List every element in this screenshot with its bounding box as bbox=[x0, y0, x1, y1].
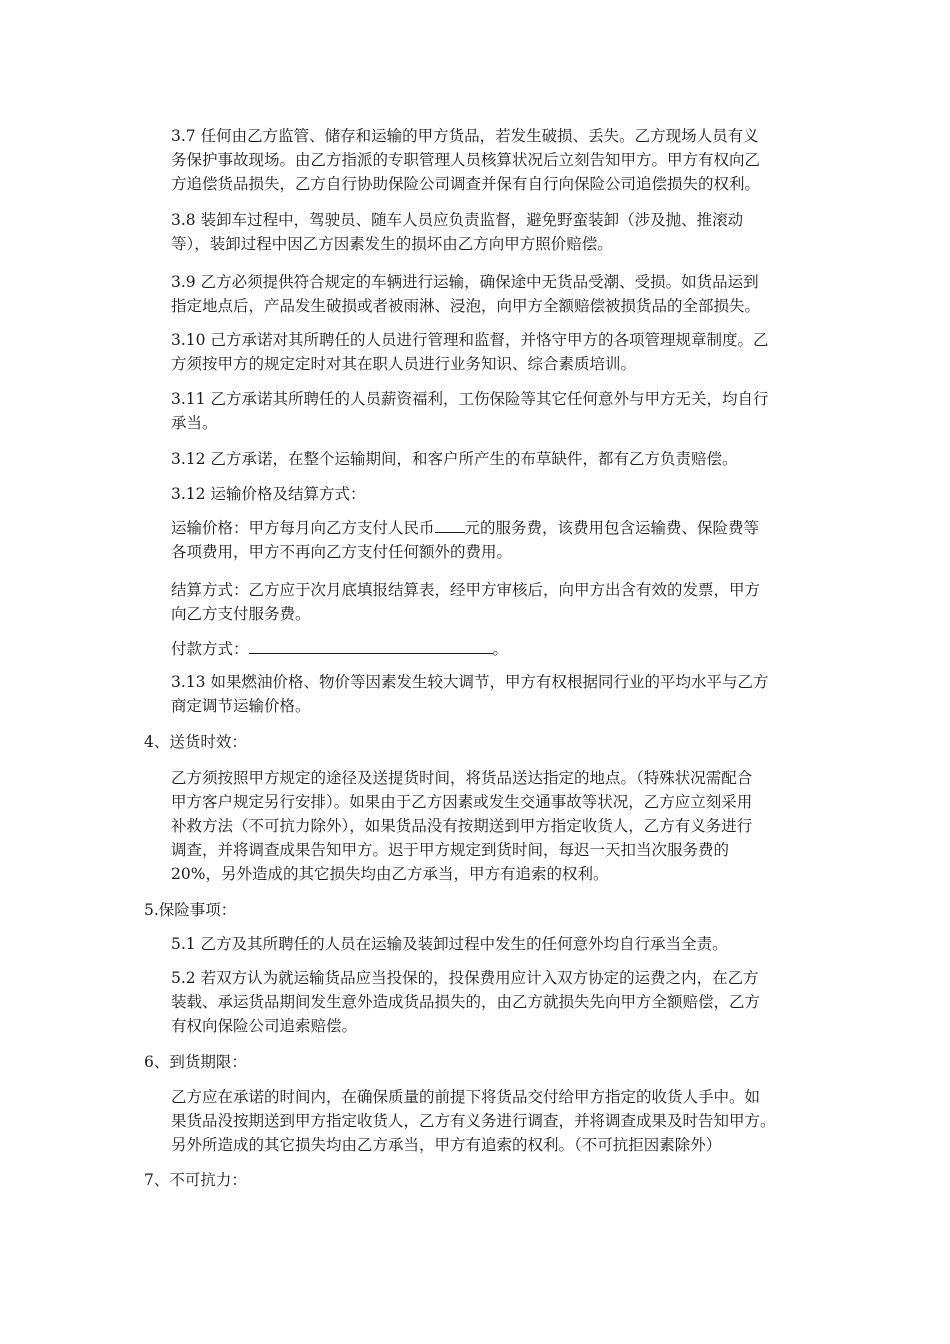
clause-3-10-line-1: 3.10 己方承诺对其所聘任的人员进行管理和监督，并恪守甲方的各项管理规章制度。乙 bbox=[171, 331, 769, 349]
section-6-line-1: 乙方应在承诺的时间内，在确保质量的前提下将货品交付给甲方指定的收货人手中。如 bbox=[171, 1088, 761, 1106]
section-5-title bbox=[144, 898, 236, 922]
payment-end: 。 bbox=[492, 640, 509, 658]
clause-3-11-line-2: 承当。 bbox=[171, 414, 218, 432]
clause-3-10 bbox=[171, 328, 768, 376]
clause-3-13-line-2: 商定调节运输价格。 bbox=[171, 697, 311, 715]
clause-5-1 bbox=[171, 932, 728, 956]
clause-3-7-line-1: 3.7 任何由乙方监管、储存和运输的甲方货品，若发生破损、丢失。乙方现场人员有义 bbox=[171, 127, 759, 145]
clause-5-2 bbox=[171, 966, 760, 1038]
clause-3-9-line-2: 指定地点后，产品发生破损或者被雨淋、浸泡，向甲方全额赔偿被损货品的全部损失。 bbox=[171, 297, 761, 315]
section-4-line-2: 甲方客户规定另行安排）。如果由于乙方因素或发生交通事故等状况，乙方应立刻采用 bbox=[171, 793, 753, 811]
clause-3-7 bbox=[171, 124, 760, 196]
price-text-after: 元的服务费，该费用包含运输费、保险费等 bbox=[464, 519, 760, 537]
clause-5-2-line-1: 5.2 若双方认为就运输货品应当投保的，投保费用应计入双方协定的运费之内，在乙方 bbox=[171, 969, 759, 987]
clause-3-9 bbox=[171, 270, 760, 318]
payment-method bbox=[171, 637, 508, 661]
transport-price bbox=[171, 516, 759, 564]
section-6-body bbox=[171, 1085, 776, 1157]
clause-3-12-b bbox=[171, 482, 365, 506]
clause-3-8 bbox=[171, 208, 743, 256]
payment-label: 付款方式： bbox=[171, 640, 249, 658]
clause-5-1-line-1: 5.1 乙方及其所聘任的人员在运输及装卸过程中发生的任何意外均自行承当全责。 bbox=[171, 935, 728, 953]
clause-3-12-b-line-1: 3.12 运输价格及结算方式： bbox=[171, 485, 366, 503]
section-5-title-text: 5.保险事项： bbox=[144, 901, 237, 919]
clause-3-13-line-1: 3.13 如果燃油价格、物价等因素发生较大调节，甲方有权根据同行业的平均水平与乙方 bbox=[171, 673, 769, 691]
section-4-line-4: 调查，并将调查成果告知甲方。迟于甲方规定到货时间，每迟一天扣当次服务费的 bbox=[171, 841, 730, 859]
clause-3-11 bbox=[171, 387, 768, 435]
clause-3-9-line-1: 3.9 乙方必须提供符合规定的车辆进行运输，确保途中无货品受潮、受损。如货品运到 bbox=[171, 273, 759, 291]
settlement-line-2: 向乙方支付服务费。 bbox=[171, 605, 311, 623]
settlement-method bbox=[171, 578, 760, 626]
section-4-title-text: 4、送货时效： bbox=[144, 733, 247, 751]
section-6-line-3: 另外所造成的其它损失均由乙方承当，甲方有追索的权利。（不可抗拒因素除外） bbox=[171, 1136, 722, 1154]
section-6-line-2: 果货品没按期送到甲方指定收货人，乙方有义务进行调查，并将调查成果及时告知甲方。 bbox=[171, 1112, 776, 1130]
section-4-body bbox=[171, 766, 752, 886]
section-4-line-1: 乙方须按照甲方规定的途径及送提货时间，将货品送达指定的地点。（特殊状况需配合 bbox=[171, 769, 753, 787]
clause-3-12-a bbox=[171, 447, 737, 471]
payment-line bbox=[171, 637, 508, 661]
clause-3-10-line-2: 方须按甲方的规定定时对其在职人员进行业务知识、综合素质培训。 bbox=[171, 355, 637, 373]
payment-method-blank[interactable] bbox=[249, 637, 493, 654]
section-7-title-text: 7、不可抗力： bbox=[144, 1171, 247, 1189]
clause-3-11-line-1: 3.11 乙方承诺其所聘任的人员薪资福利，工伤保险等其它任何意外与甲方无关，均自行 bbox=[171, 390, 769, 408]
section-7-title bbox=[144, 1168, 247, 1192]
section-4-title bbox=[144, 730, 247, 754]
transport-price-line-1 bbox=[171, 516, 759, 540]
section-4-line-5: 20%，另外造成的其它损失均由乙方承当，甲方有追索的权利。 bbox=[171, 865, 609, 883]
settlement-line-1: 结算方式：乙方应于次月底填报结算表，经甲方审核后，向甲方出含有效的发票，甲方 bbox=[171, 581, 761, 599]
clause-3-8-line-1: 3.8 装卸车过程中，驾驶员、随车人员应负责监督，避免野蛮装卸（涉及抛、推滚动 bbox=[171, 211, 744, 229]
price-text-before: 运输价格：甲方每月向乙方支付人民币 bbox=[171, 519, 435, 537]
section-4-line-3: 补救方法（不可抗力除外），如果货品没有按期送到甲方指定收货人，乙方有义务进行 bbox=[171, 817, 753, 835]
price-amount-blank[interactable] bbox=[435, 516, 465, 533]
clause-5-2-line-3: 有权向保险公司追索赔偿。 bbox=[171, 1017, 358, 1035]
section-6-title bbox=[144, 1050, 247, 1074]
clause-3-7-line-3: 方追偿货品损失，乙方自行协助保险公司调查并保有自行向保险公司追偿损失的权利。 bbox=[171, 175, 761, 193]
clause-3-7-line-2: 务保护事故现场。由乙方指派的专职管理人员核算状况后立刻告知甲方。甲方有权向乙 bbox=[171, 151, 761, 169]
clause-5-2-line-2: 装载、承运货品期间发生意外造成货品损失的，由乙方就损失先向甲方全额赔偿，乙方 bbox=[171, 993, 761, 1011]
clause-3-12-a-line-1: 3.12 乙方承诺，在整个运输期间，和客户所产生的布草缺件，都有乙方负责赔偿。 bbox=[171, 450, 738, 468]
section-6-title-text: 6、到货期限： bbox=[144, 1053, 247, 1071]
clause-3-8-line-2: 等），装卸过程中因乙方因素发生的损坏由乙方向甲方照价赔偿。 bbox=[171, 235, 613, 253]
clause-3-13 bbox=[171, 670, 768, 718]
transport-price-line-2: 各项费用，甲方不再向乙方支付任何额外的费用。 bbox=[171, 543, 513, 561]
